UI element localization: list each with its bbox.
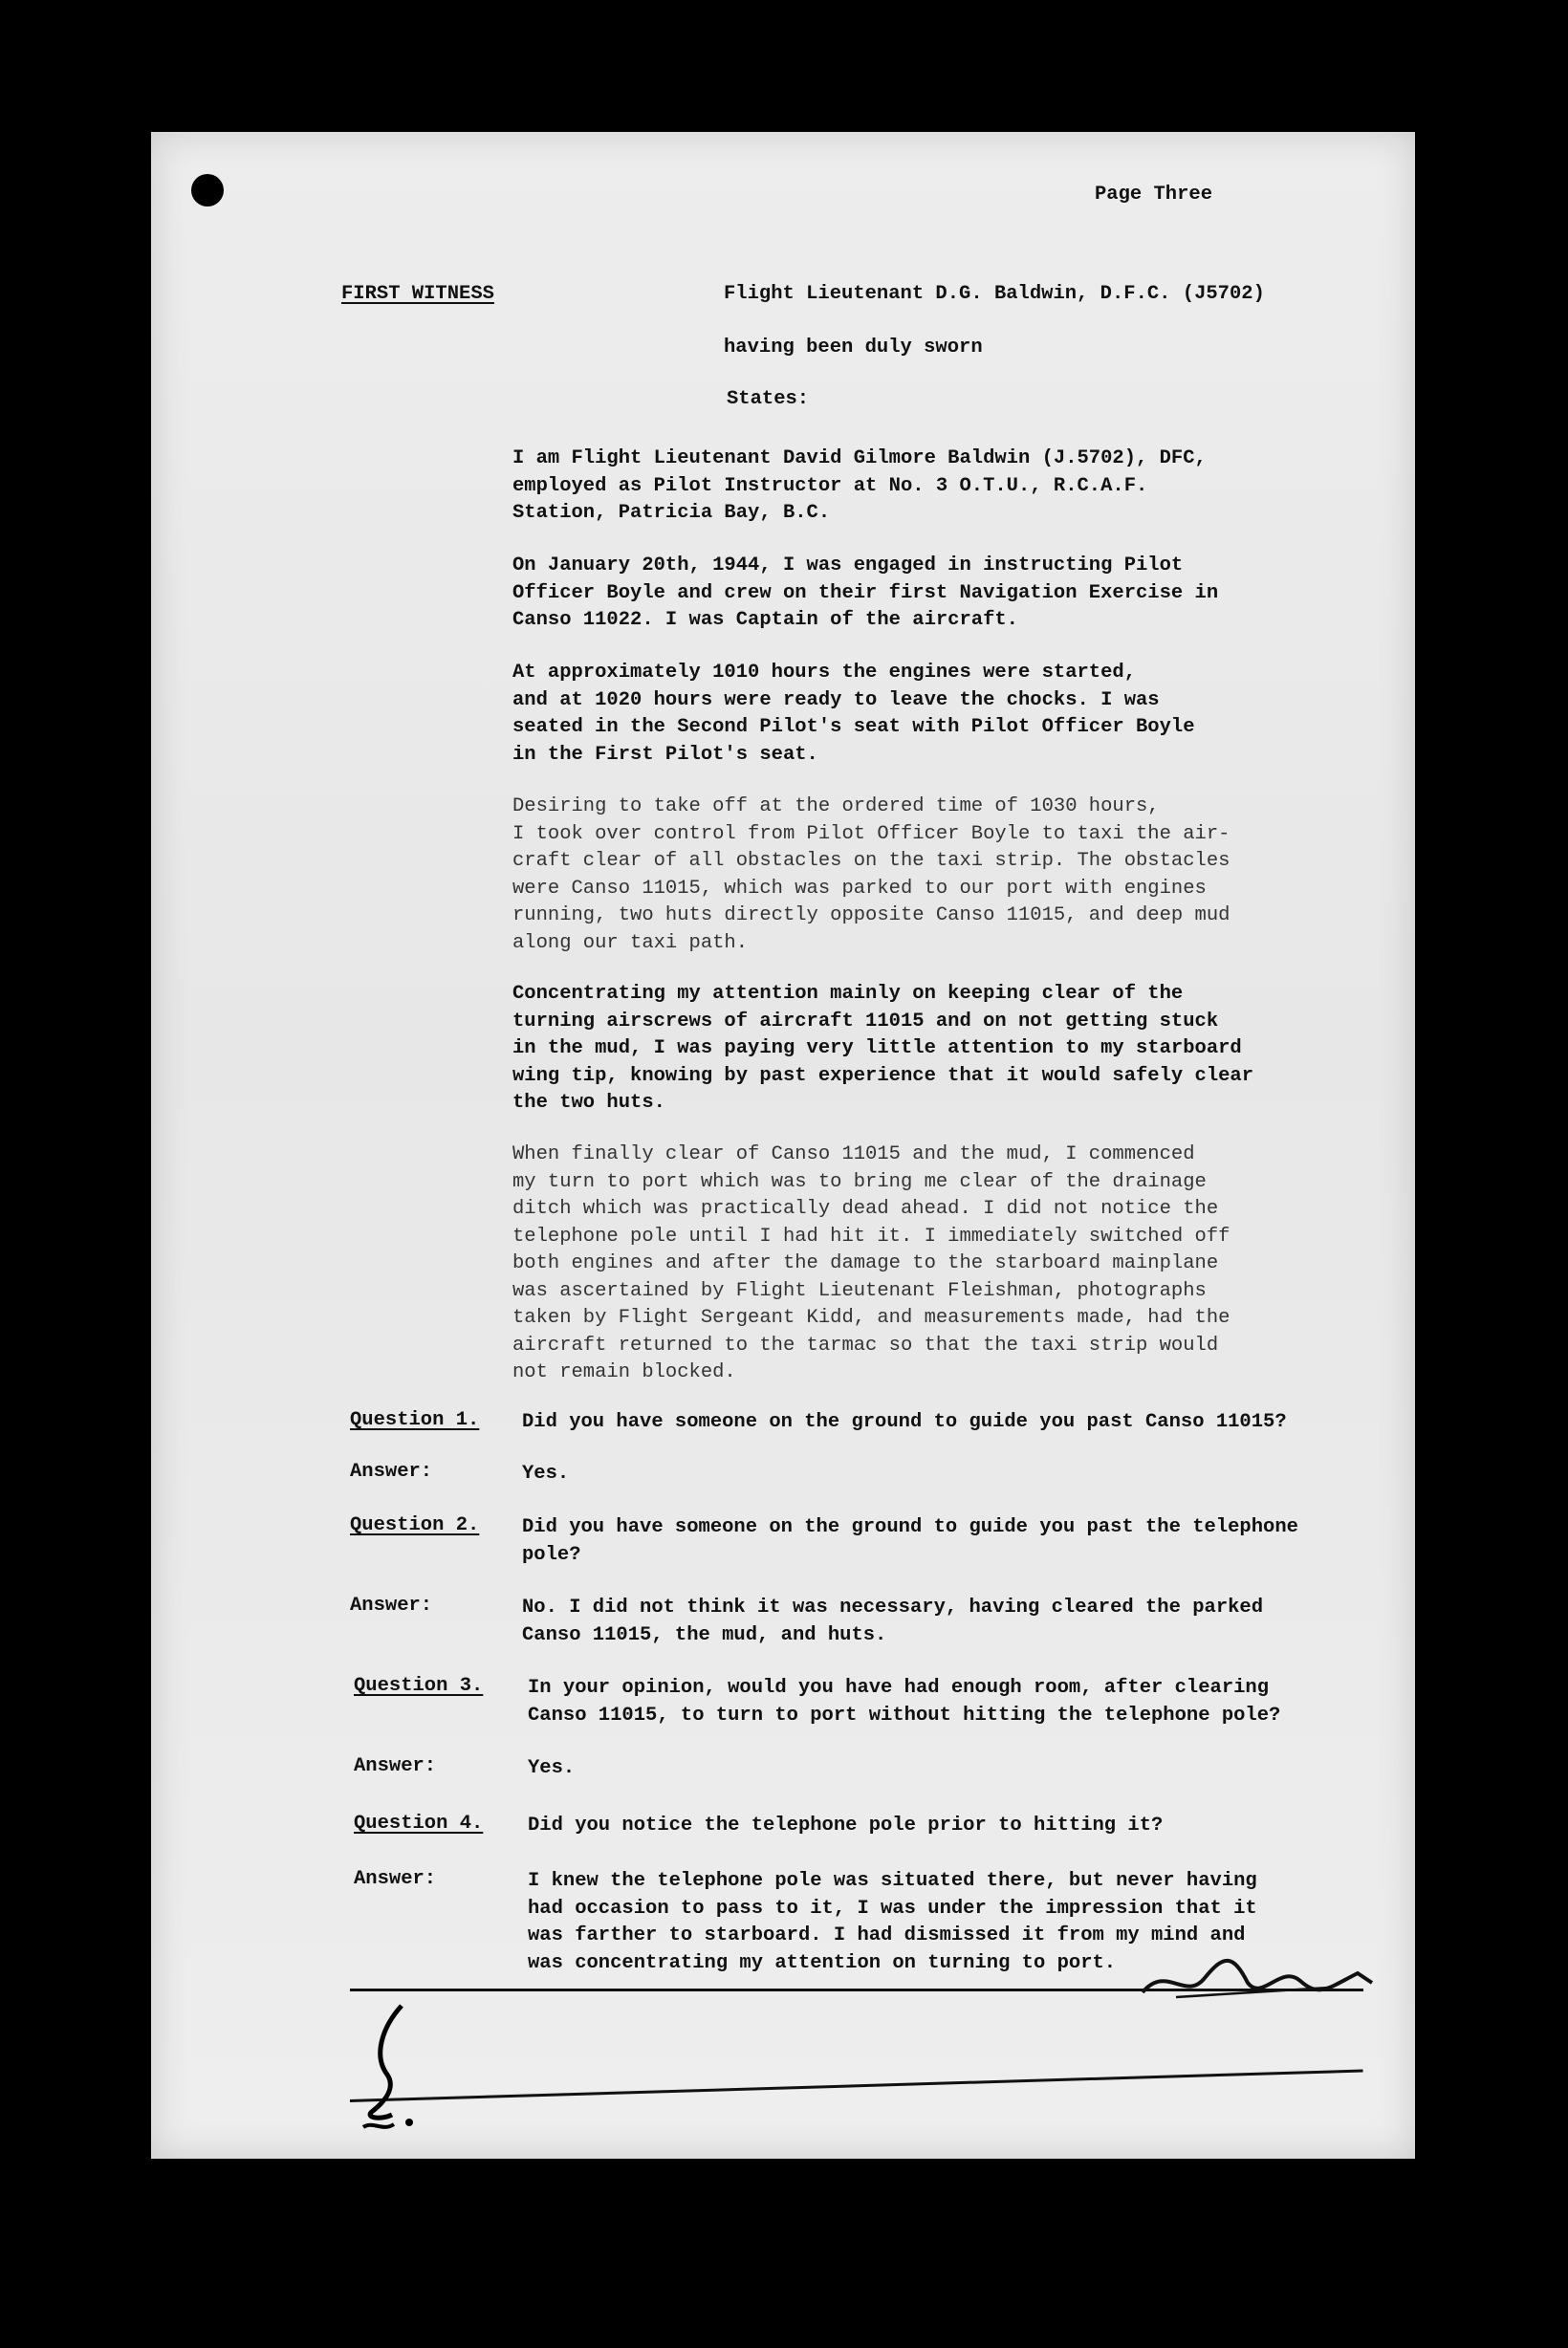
qa-text: Did you notice the telephone pole prior to hitting it? (528, 1815, 1164, 1837)
section-label: FIRST WITNESS (341, 283, 494, 305)
punch-hole (191, 174, 224, 207)
qa-text: Did you have someone on the ground to guide you past the telephone pole? (522, 1516, 1298, 1566)
statement-paragraph-5: Concentrating my attention mainly on keeping clear of the turning airscrews of aircraft 11015 and on not getting stuck in the mud, I was paying very little attention to my starboard wing tip, knowing by past experience that it would safely clear the two huts. (512, 983, 1254, 1114)
initials-mark (344, 1998, 449, 2146)
qa-text: Yes. (528, 1757, 576, 1779)
qa-label: Question 4. (354, 1813, 484, 1835)
qa-text: No. I did not think it was necessary, having cleared the parked Canso 11015, the mud, and huts. (522, 1597, 1264, 1646)
statement-paragraph-4: Desiring to take off at the ordered time of 1030 hours, I took over control from Pilot Officer Boyle to taxi the air- craft clear of all obstacles on the taxi strip. The obstacles were Canso 11015, which was parked to our port with engines running, two huts directly opposite Canso 11015, and deep mud along our taxi path. (512, 795, 1230, 954)
qa-label: Question 2. (350, 1514, 480, 1536)
qa-label: Answer: (350, 1461, 433, 1483)
page-label: Page Three (1095, 184, 1213, 206)
qa-label: Answer: (354, 1755, 437, 1777)
states-label: States: (727, 388, 810, 410)
qa-text: I knew the telephone pole was situated there, but never having had occasion to pass to it, I was under the impression that it was farther to starboard. I had dismissed it from my mind and was concentrating my attention on turning to port. (528, 1870, 1257, 1974)
statement-paragraph-2: On January 20th, 1944, I was engaged in instructing Pilot Officer Boyle and crew on their first Navigation Exercise in Canso 11022. I was Captain of the aircraft. (512, 554, 1219, 631)
witness-signature (1138, 1945, 1377, 2016)
statement-paragraph-1: I am Flight Lieutenant David Gilmore Baldwin (J.5702), DFC, employed as Pilot Instructor at No. 3 O.T.U., R.C.A.F. Station, Patricia Bay, B.C. (512, 447, 1207, 524)
sworn-line: having been duly sworn (724, 337, 983, 359)
qa-label: Question 3. (354, 1675, 484, 1697)
qa-label: Question 1. (350, 1409, 480, 1431)
qa-text: Yes. (522, 1463, 570, 1485)
witness-name: Flight Lieutenant D.G. Baldwin, D.F.C. (J5702) (724, 283, 1265, 305)
qa-text: Did you have someone on the ground to guide you past Canso 11015? (522, 1411, 1287, 1433)
statement-paragraph-3: At approximately 1010 hours the engines were started, and at 1020 hours were ready to leave the chocks. I was seated in the Second Pilot's seat with Pilot Officer Boyle in the First Pilot's seat. (512, 662, 1195, 766)
qa-label: Answer: (354, 1868, 437, 1890)
qa-text: In your opinion, would you have had enough room, after clearing Canso 11015, to turn to port without hitting the telephone pole? (528, 1677, 1281, 1727)
statement-paragraph-6: When finally clear of Canso 11015 and the mud, I commenced my turn to port which was to bring me clear of the drainage ditch which was practically dead ahead. I did not notice the telephone pole until I had hit it. I immediately switched off both engines and after the damage to the starboard mainplane was ascertained by Flight Lieutenant Fleishman, photographs taken by Flight Sergeant Kidd, and measurements made, had the aircraft returned to the tarmac so that the taxi strip would not remain blocked. (512, 1143, 1230, 1383)
qa-label: Answer: (350, 1595, 433, 1617)
